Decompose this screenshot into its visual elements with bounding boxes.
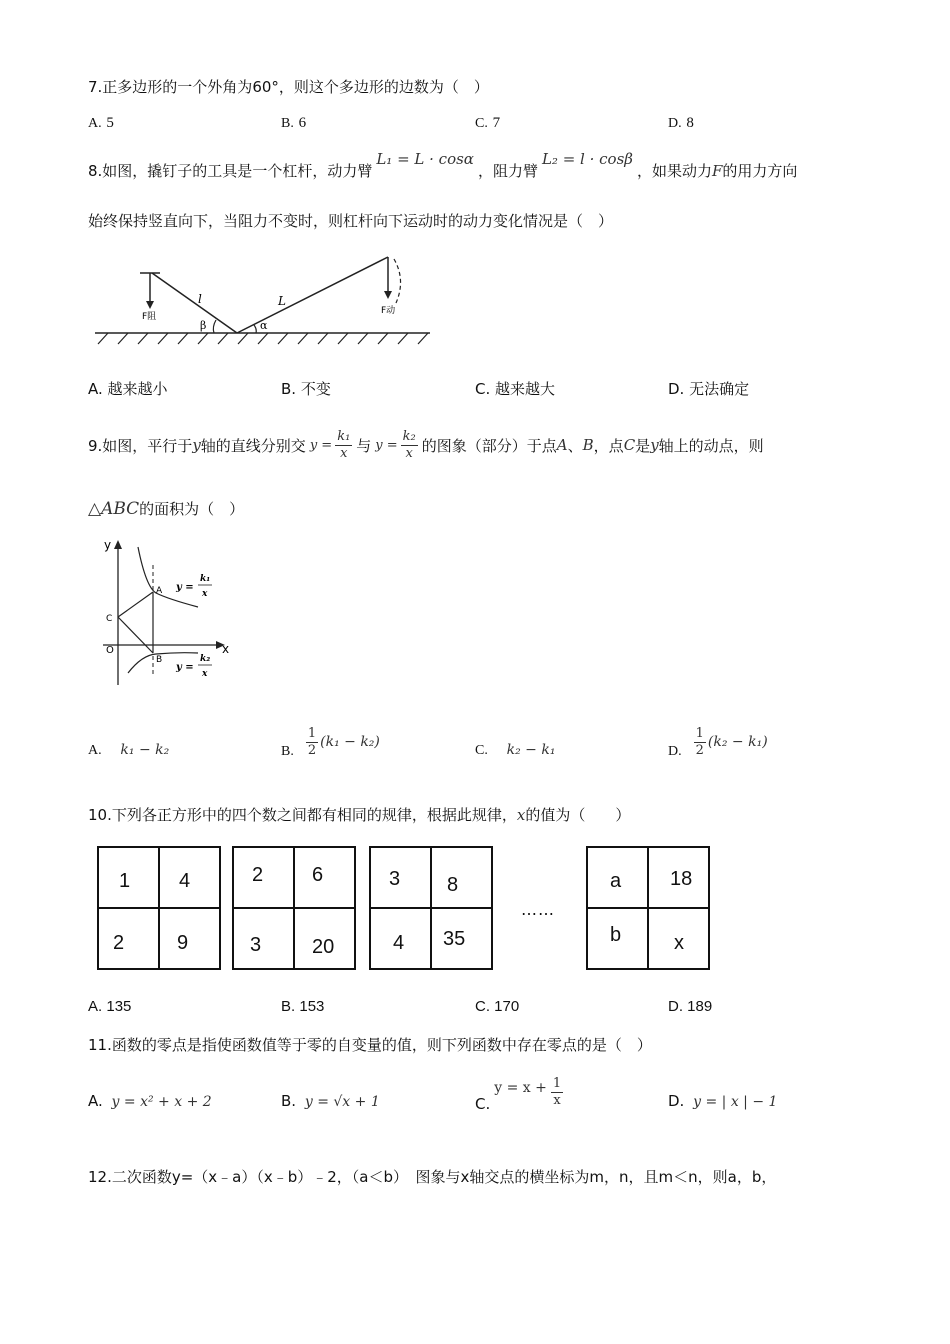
q7-option-b: B. 6	[281, 115, 307, 131]
q10-option-b: B. 153	[281, 998, 325, 1015]
number-square-3: 3 8 4 35	[369, 846, 493, 970]
q9-option-d: D. $\frac{1}{2}$ (k₂ − k₁)	[668, 725, 768, 759]
ground-hatching	[98, 333, 428, 344]
q7-option-d: D. 8	[668, 115, 694, 131]
q8-option-d: D. 无法确定	[668, 380, 750, 398]
q11-option-b: B. y = √x + 1	[281, 1092, 380, 1110]
q12-stem: 12.二次函数y=（x﹣a）（x﹣b）﹣2，（a＜b） 图象与x轴交点的横坐标为m，n，且m＜n，则a，b，	[88, 1168, 777, 1186]
alpha-arc	[254, 325, 256, 333]
label-alpha: α	[260, 319, 268, 332]
q8-option-c: C. 越来越大	[475, 380, 556, 398]
squares-ellipsis: ……	[521, 900, 555, 919]
q8-option-b: B. 不变	[281, 380, 331, 398]
graph-x-label: x	[222, 642, 230, 656]
y-axis-arrow	[114, 540, 122, 549]
q8-stem-line2: 始终保持竖直向下，当阻力不变时，则杠杆向下运动时的动力变化情况是（ ）	[88, 212, 614, 230]
q7-stem: 7.正多边形的一个外角为60°，则这个多边形的边数为（ ）	[88, 78, 489, 96]
curve2-num: k₂	[200, 654, 211, 664]
number-square-1: 1 4 2 9	[97, 846, 221, 970]
seg-CB	[118, 617, 153, 653]
curve1-den: x	[202, 589, 208, 599]
graph-point-c: C	[106, 614, 113, 624]
short-arm	[152, 273, 237, 333]
q11-option-a: A. y = x² + x + 2	[88, 1092, 212, 1110]
q10-option-a: A. 135	[88, 998, 132, 1015]
q8-formula-resistance-arm: L₂ = l · cosβ	[541, 150, 633, 168]
q8-formula-power-arm: L₁ = L · cosα	[376, 150, 474, 168]
label-f-resistance: F阻	[142, 312, 157, 322]
q8-lever-figure	[90, 245, 435, 350]
q9-option-b: B. $\frac{1}{2}$ (k₁ − k₂)	[281, 725, 380, 759]
power-arrowhead	[384, 291, 392, 299]
q9-option-c: C. k₂ − k₁	[475, 742, 556, 758]
motion-arc	[394, 259, 401, 303]
curve1-num: k₁	[200, 574, 211, 584]
q9-stem-line1: 9.如图，平行于 y 轴的直线分别交 y = $\frac{\text{k₁}}{x}$ 与 y = $\frac{\text{k₂}}{x}$ 的图象（部分）于点 A 、 B ，点 C 是 y 轴上的动点，则	[88, 428, 764, 461]
label-beta: β	[200, 319, 207, 332]
seg-CA	[118, 592, 153, 617]
curve2-den: x	[202, 669, 208, 679]
label-l: l	[198, 292, 202, 306]
q9-formula-k2: y = $\frac{\text{k₂}}{x}$	[375, 428, 416, 461]
q10-option-c: C. 170	[475, 998, 520, 1015]
q11-option-d: D. y = | x | − 1	[668, 1092, 778, 1110]
q10-option-d: D. 189	[668, 998, 713, 1015]
q9-option-a: A. k₁ − k₂	[88, 742, 170, 758]
number-square-2: 2 6 3 20	[232, 846, 356, 970]
label-f-power: F动	[381, 306, 396, 316]
q9-graph-figure	[98, 535, 238, 687]
number-square-4: a 18 b x	[586, 846, 710, 970]
beta-arc	[213, 320, 216, 333]
q8-option-a: A. 越来越小	[88, 380, 168, 398]
resistance-arrowhead	[146, 301, 154, 309]
graph-origin: O	[106, 645, 114, 656]
graph-point-b: B	[156, 655, 163, 665]
q11-stem: 11.函数的零点是指使函数值等于零的自变量的值，则下列函数中存在零点的是（ ）	[88, 1036, 652, 1054]
q7-option-a: A. 5	[88, 115, 114, 131]
q9-stem-line2: △ABC的面积为（ ）	[88, 499, 245, 519]
q11-option-c: C. y = x + $\frac{1}{x}$	[475, 1075, 562, 1113]
curve1-lhs: y =	[176, 582, 194, 593]
graph-point-a: A	[156, 586, 163, 596]
q9-formula-k1: y = $\frac{\text{k₁}}{x}$	[309, 428, 351, 461]
q10-stem: 10.下列各正方形中的四个数之间都有相同的规律，根据此规律，x的值为（ ）	[88, 806, 631, 824]
q8-stem-line1: 8.如图，撬钉子的工具是一个杠杆，动力臂L₁ = L · cosα，阻力臂L₂ = l · cosβ，如果动力F的用力方向	[88, 150, 798, 180]
q7-option-c: C. 7	[475, 115, 501, 131]
curve2-lhs: y =	[176, 662, 194, 673]
graph-y-label: y	[104, 538, 112, 552]
label-L: L	[278, 294, 286, 308]
curve-k1	[138, 547, 198, 607]
